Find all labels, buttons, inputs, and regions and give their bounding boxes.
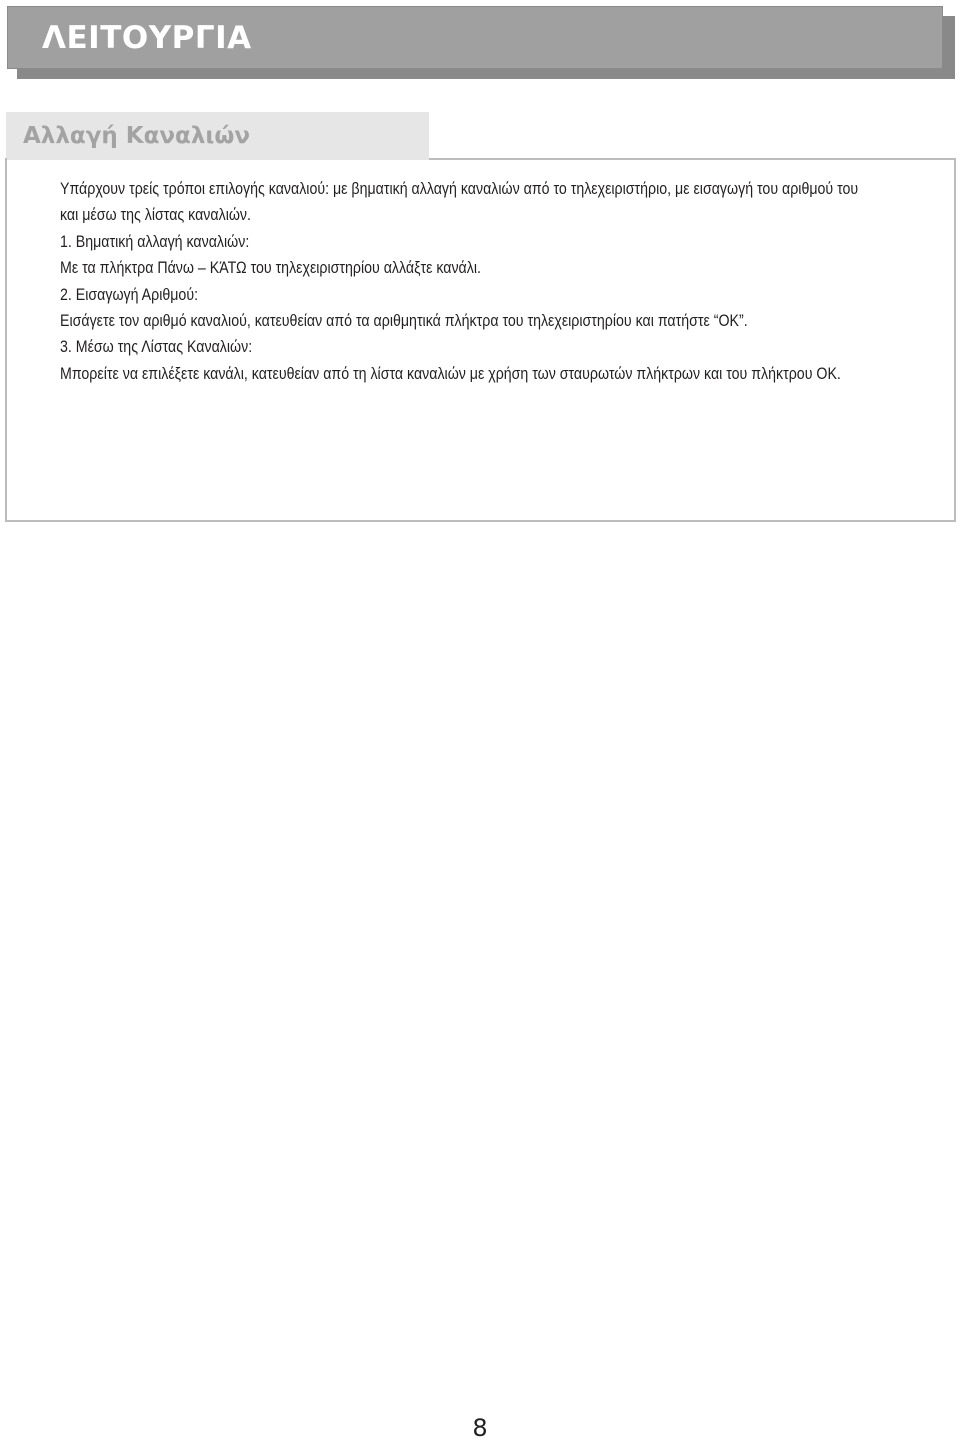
header-bar xyxy=(7,6,943,69)
intro-line-2: και μέσω της λίστας καναλιών. xyxy=(60,206,251,225)
method-3-description: Μπορείτε να επιλέξετε κανάλι, κατευθείαν από τη λίστα καναλιών με χρήση των σταυρωτών πλήκτρων και του πλήκτρου ΟΚ. xyxy=(60,364,841,383)
method-1-heading: 1. Βηματική αλλαγή καναλιών: xyxy=(60,232,250,251)
body-text xyxy=(60,176,937,387)
page-title: ΛΕΙΤΟΥΡΓΙΑ xyxy=(42,20,252,56)
method-2-heading: 2. Εισαγωγή Αριθμού: xyxy=(60,285,199,304)
method-2-description: Εισάγετε τον αριθμό καναλιού, κατευθείαν από τα αριθμητικά πλήκτρα του τηλεχειριστηρίου και πατήστε “ΟΚ”. xyxy=(60,312,748,331)
method-1-description: Με τα πλήκτρα Πάνω – ΚΆΤΩ του τηλεχειριστηρίου αλλάξτε κανάλι. xyxy=(60,259,481,278)
method-3-heading: 3. Μέσω της Λίστας Καναλιών: xyxy=(60,338,253,357)
page-number: 8 xyxy=(472,1414,488,1442)
intro-line-1: Υπάρχουν τρείς τρόποι επιλογής καναλιού: με βηματική αλλαγή καναλιών από το τηλεχειριστήριο, με εισαγωγή του αριθμού του xyxy=(60,180,859,198)
section-tab xyxy=(6,112,429,160)
section-title: Αλλαγή Καναλιών xyxy=(23,123,251,149)
